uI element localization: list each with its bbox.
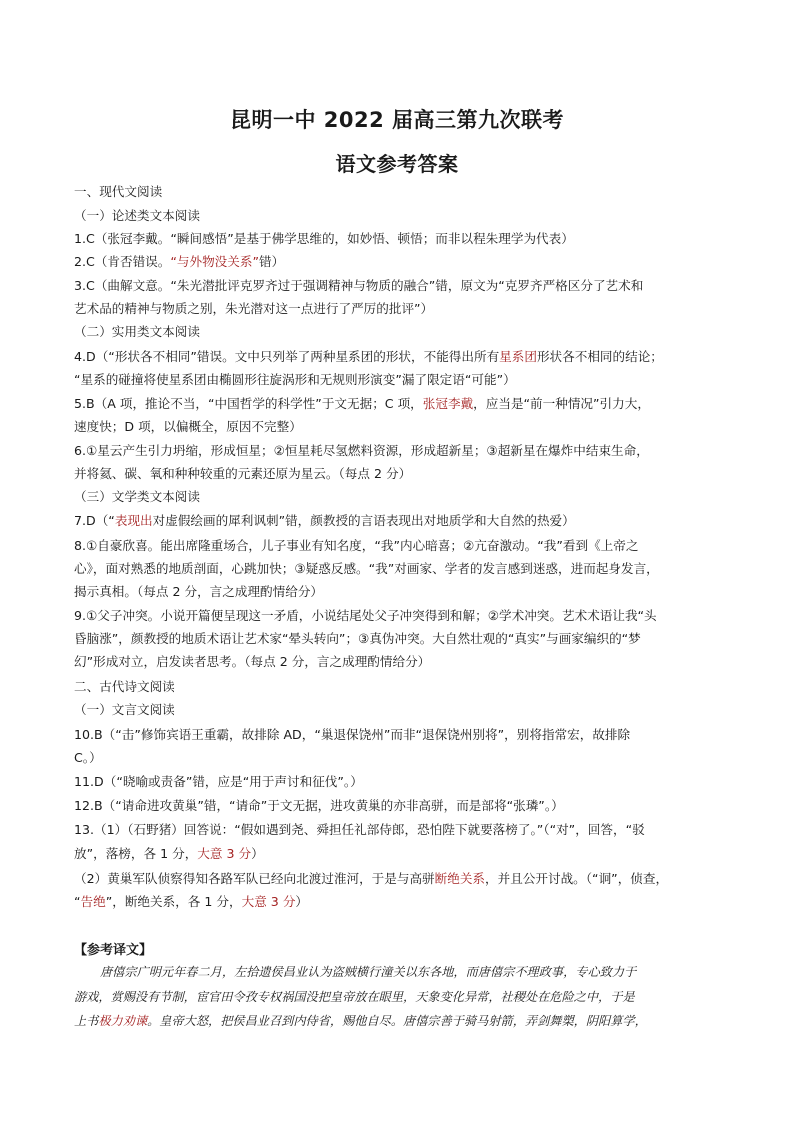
line-text: ，应当是“前一种情况”引力大， bbox=[473, 396, 650, 411]
text-line bbox=[74, 774, 734, 790]
line-text: 幻”形成对立，启发读者思考。（每点 2 分，言之成理酌情给分） bbox=[74, 654, 431, 669]
translation-header: 【参考译文】 bbox=[74, 943, 153, 958]
line-text: 13.（1）（石野猪）回答说：“假如遇到尧、舜担任礼部侍郎，恐怕陛下就要落榜了。”（“对”，回答，“驳 bbox=[74, 822, 645, 837]
line-text: （一）文言文阅读 bbox=[74, 702, 175, 717]
text-line bbox=[74, 871, 734, 887]
line-text: 7.D（“ bbox=[74, 513, 115, 528]
text-line bbox=[74, 538, 734, 554]
line-text: C。） bbox=[74, 750, 102, 765]
line-text: （二）实用类文本阅读 bbox=[74, 324, 200, 339]
text-line bbox=[74, 822, 734, 838]
line-text: ） bbox=[295, 894, 309, 909]
line-text: 8.①自豪欣喜。能出席隆重场合，儿子事业有知名度，“我”内心暗喜；②亢奋激动。“我”看到《上帝之 bbox=[74, 538, 639, 553]
line-text: 9.①父子冲突。小说开篇便呈现这一矛盾，小说结尾处父子冲突得到和解；②学术冲突。艺术术语让我“头 bbox=[74, 608, 657, 623]
line-text: 上书 bbox=[74, 1014, 99, 1028]
highlighted-text: 极力劝谏 bbox=[98, 1014, 148, 1028]
highlighted-text: 大意 3 分 bbox=[197, 846, 252, 861]
line-text: 心》，面对熟悉的地质剖面，心跳加快；③疑惑反感。“我”对画家、学者的发言感到迷惑，进而起身发言， bbox=[74, 561, 659, 576]
text-line bbox=[74, 419, 734, 435]
line-text: 二、古代诗文阅读 bbox=[74, 679, 175, 694]
line-text: 放”，落榜，各 1 分， bbox=[74, 846, 198, 861]
line-text: ） bbox=[251, 846, 264, 861]
line-text: 12.B（“请命进攻黄巢”错，“请命”于文无据，进攻黄巢的亦非高骈，而是部将“张璘”。） bbox=[74, 798, 564, 813]
highlighted-text: 断绝关系 bbox=[434, 871, 486, 886]
line-text: “星系的碰撞将使星系团由椭圆形往旋涡形和无规则形演变”漏了限定语“可能”） bbox=[74, 372, 516, 387]
text-line bbox=[74, 561, 734, 577]
text-line bbox=[74, 396, 734, 412]
line-text: （三）文学类文本阅读 bbox=[74, 489, 200, 504]
text-line bbox=[74, 679, 734, 695]
text-line bbox=[74, 584, 734, 600]
highlighted-text: 星系团 bbox=[499, 349, 537, 364]
line-text: 10.B（“击”修饰宾语王重霸，故排除 AD，“巢退保饶州”而非“退保饶州别将”，别将指常宏，故排除 bbox=[74, 727, 631, 742]
text-line bbox=[74, 654, 734, 670]
line-text: 游戏，赏赐没有节制，宦官田令孜专权祸国没把皇帝放在眼里，天象变化异常，社稷处在危险之中，于是 bbox=[74, 990, 635, 1004]
document-title: 昆明一中 2022 届高三第九次联考 bbox=[229, 108, 565, 132]
text-line bbox=[74, 278, 734, 294]
text-line bbox=[74, 608, 734, 624]
text-line bbox=[74, 727, 734, 743]
line-text: 3.C（曲解文意。“朱光潜批评克罗齐过于强调精神与物质的融合”错，原文为“克罗齐严格区分了艺术和 bbox=[74, 278, 644, 293]
highlighted-text: 张冠李戴 bbox=[422, 396, 474, 411]
text-line bbox=[74, 466, 734, 482]
highlighted-text: 表现出 bbox=[114, 513, 153, 528]
text-line bbox=[74, 702, 734, 718]
text-line bbox=[74, 1012, 724, 1029]
line-text: ，并且公开讨战。（“诇”，侦查， bbox=[485, 871, 669, 886]
line-text: 1.C（张冠李戴。“瞬间感悟”是基于佛学思维的，如妙悟、顿悟；而非以程朱理学为代表） bbox=[74, 231, 574, 246]
line-text: 2.C（肯否错误。 bbox=[74, 254, 171, 269]
text-line bbox=[74, 443, 734, 459]
line-text: 揭示真相。（每点 2 分，言之成理酌情给分） bbox=[74, 584, 324, 599]
text-line bbox=[74, 631, 734, 647]
line-text: 。皇帝大怒，把侯昌业召到内侍省，赐他自尽。唐僖宗善于骑马射箭，弄剑舞槊，阴阳算学， bbox=[147, 1014, 647, 1028]
line-text: 并将氦、碳、氧和种种较重的元素还原为星云。（每点 2 分） bbox=[74, 466, 412, 481]
line-text: ”，断绝关系，各 1 分， bbox=[105, 894, 242, 909]
line-text: （一）论述类文本阅读 bbox=[74, 208, 200, 223]
document-subtitle: 语文参考答案 bbox=[335, 152, 459, 176]
line-text: 对虚假绘画的犀利讽刺”错，颜教授的言语表现出对地质学和大自然的热爱） bbox=[152, 513, 575, 528]
line-text: （2）黄巢军队侦察得知各路军队已经向北渡过淮河，于是与高骈 bbox=[74, 871, 435, 886]
line-text: 形状各不相同的结论； bbox=[536, 349, 663, 364]
line-text: 4.D（“形状各不相同”错误。文中只列举了两种星系团的形状，不能得出所有 bbox=[74, 349, 500, 364]
line-text: “ bbox=[74, 894, 81, 909]
text-line bbox=[74, 988, 724, 1005]
text-line bbox=[74, 324, 734, 340]
highlighted-text: 告绝 bbox=[80, 894, 106, 909]
line-text: 艺术品的精神与物质之别，朱光潜对这一点进行了严厉的批评”） bbox=[74, 301, 434, 316]
text-line bbox=[100, 963, 750, 980]
text-line bbox=[74, 231, 734, 247]
text-line bbox=[74, 846, 734, 862]
line-text: 昏脑涨”，颜教授的地质术语让艺术家“晕头转向”；③真伪冲突。大自然壮观的“真实”与画家编织的“梦 bbox=[74, 631, 641, 646]
text-line bbox=[74, 489, 734, 505]
line-text: 6.①星云产生引力坍缩，形成恒星；②恒星耗尽氢燃料资源，形成超新星；③超新星在爆炸中结束生命， bbox=[74, 443, 649, 458]
text-line bbox=[74, 254, 734, 270]
text-line bbox=[74, 208, 734, 224]
text-line bbox=[74, 372, 734, 388]
highlighted-text: 大意 3 分 bbox=[241, 894, 296, 909]
line-text: 5.B（A 项，推论不当，“中国哲学的科学性”于文无据；C 项， bbox=[74, 396, 423, 411]
text-line bbox=[74, 894, 734, 910]
text-line bbox=[74, 301, 734, 317]
text-line bbox=[74, 798, 734, 814]
text-line bbox=[74, 513, 734, 529]
text-line bbox=[74, 184, 734, 200]
line-text: 唐僖宗广明元年春二月，左拾遗侯昌业认为盗贼横行潼关以东各地，而唐僖宗不理政事，专心致力于 bbox=[100, 965, 637, 979]
line-text: 一、现代文阅读 bbox=[74, 184, 163, 199]
text-line bbox=[74, 349, 734, 365]
highlighted-text: “与外物没关系” bbox=[170, 254, 259, 269]
line-text: 11.D（“晓喻或责备”错，应是“用于声讨和征伐”。） bbox=[74, 774, 363, 789]
line-text: 错） bbox=[259, 254, 285, 269]
line-text: 速度快；D 项，以偏概全，原因不完整） bbox=[74, 419, 302, 434]
text-line bbox=[74, 750, 734, 766]
